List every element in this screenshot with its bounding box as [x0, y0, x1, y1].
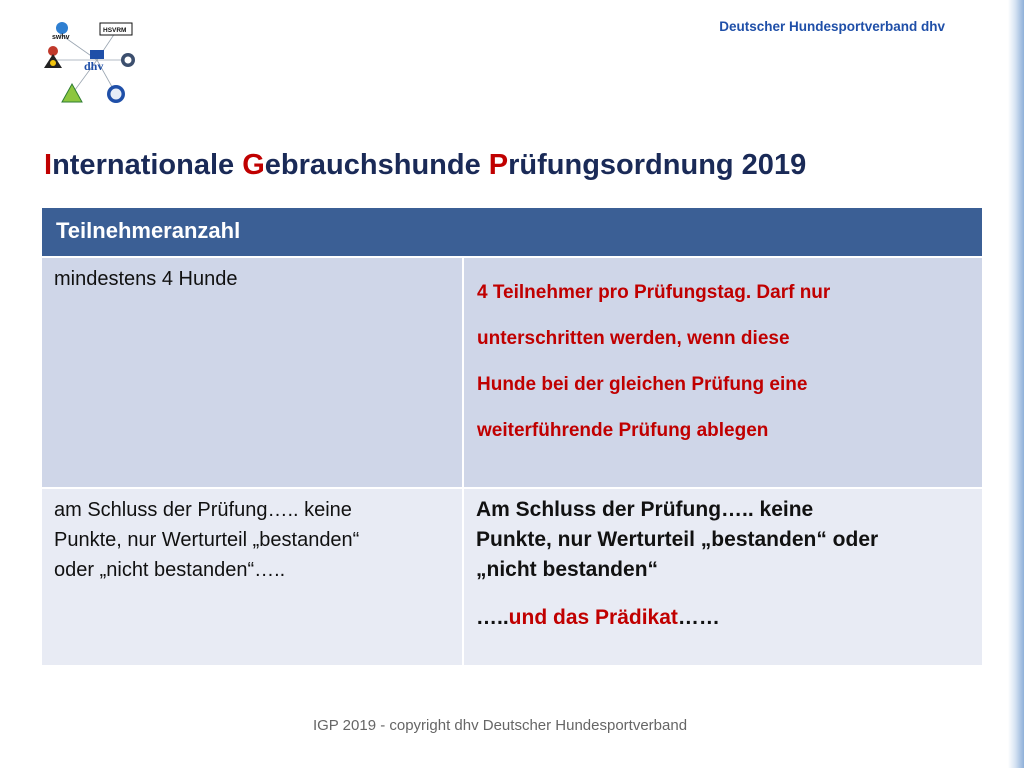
cell-text: mindestens 4 Hunde	[54, 268, 238, 290]
swhv-logo	[52, 22, 70, 41]
round-badge-logo	[107, 85, 125, 103]
predicate-line: …..und das Prädikat……	[476, 606, 720, 629]
table-cell	[464, 258, 982, 487]
table-cell	[42, 258, 462, 487]
text-line: Punkte, nur Werturteil „bestanden“ oder	[476, 528, 879, 551]
text-line: Punkte, nur Werturteil „bestanden“	[54, 529, 360, 551]
association-logos	[40, 20, 150, 110]
rule-text	[464, 489, 982, 633]
slide-title: Internationale Gebrauchshunde Prüfungsordnung 2019	[44, 149, 807, 181]
slide-side-bar	[1008, 0, 1024, 768]
text-line: am Schluss der Prüfung….. keine	[54, 499, 352, 521]
table-cell	[42, 489, 462, 665]
text-line: Am Schluss der Prüfung….. keine	[476, 498, 814, 521]
rule-text	[464, 258, 982, 454]
cell-text	[42, 489, 462, 585]
organization-name: Deutscher Hundesportverband dhv	[719, 19, 945, 34]
text-line: oder „nicht bestanden“…..	[54, 559, 286, 581]
svg-text:HSVRM: HSVRM	[103, 27, 127, 34]
rule-line: unterschritten werden, wenn diese	[477, 328, 790, 349]
svg-text:swhv: swhv	[52, 34, 70, 41]
emblem-logo	[121, 53, 135, 67]
table-header: Teilnehmeranzahl	[42, 208, 982, 256]
rule-line: 4 Teilnehmer pro Prüfungstag. Darf nur	[477, 282, 831, 303]
hsvrm-logo	[100, 23, 132, 35]
rule-line: Hunde bei der gleichen Prüfung eine	[477, 374, 808, 395]
dog-sport-logo	[44, 46, 62, 68]
footer-copyright: IGP 2019 - copyright dhv Deutscher Hundesportverband	[312, 717, 688, 734]
text-line: „nicht bestanden“	[476, 558, 659, 581]
svg-text:dhv: dhv	[84, 59, 104, 73]
triangle-logo	[62, 84, 82, 102]
table-cell	[464, 489, 982, 665]
participants-table	[42, 208, 982, 665]
rule-line: weiterführende Prüfung ablegen	[477, 420, 769, 441]
